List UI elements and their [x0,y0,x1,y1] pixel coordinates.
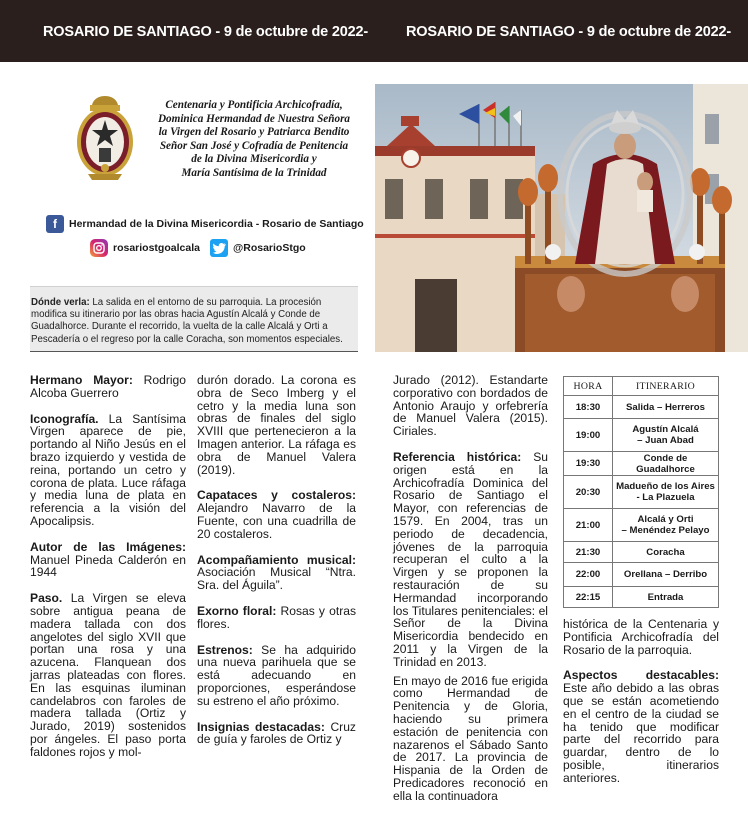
route-line: - La Plazuela [636,492,695,503]
mayor-text: Rodrigo Alcoba Guerrero [30,373,186,400]
column-3 [393,374,548,803]
route-line: Alcalá y Orti [637,514,694,525]
twitter-icon [210,239,228,257]
highlights-text: Este año debido a las obras que se están acometiendo en el centro de la ciudad se ha tenido que modificar parte del recorrido para guardar, dentro de lo posible, itinerarios anteriores. [563,681,719,785]
mayor-paragraph [30,374,186,400]
iconography-paragraph [30,413,186,528]
itinerary-hour: 22:15 [564,587,613,608]
route-line: – Menéndez Pelayo [621,525,710,536]
header-title-left: ROSARIO DE SANTIAGO - 9 de octubre de 2022- [43,24,368,40]
insignias-label: Insignias destacadas: [197,719,325,734]
iconography-text: La Santísima Virgen aparece de pie, portando al Niño Jesús en el brazo izquierdo y vestida de reina, portando un cetro y corona de plata. Luce ráfaga y media luna de plata en referencia a la visión del Apocalipsis. [30,411,186,528]
twitter-handle: @RosarioStgo [233,242,306,254]
premieres-label: Estrenos: [197,642,253,657]
music-label: Acompañamiento musical: [197,552,356,567]
brotherhood-line: de la Divina Misericordia y [191,153,317,166]
table-row [564,396,719,419]
itinerary-route [613,419,719,452]
itinerary-hour: 21:30 [564,542,613,563]
iconography-label: Iconografía. [30,411,99,426]
brotherhood-line: la Virgen del Rosario y Patriarca Bendito [158,126,350,139]
music-text: Asociación Musical “Ntra. Sra. del Águila”. [197,565,356,593]
route-line: Orellana – Derribo [623,569,708,580]
where-label: Dónde verla: [31,297,90,308]
header-title-right: ROSARIO DE SANTIAGO - 9 de octubre de 2022- [406,24,731,40]
highlights-label: Aspectos destacables: [563,668,719,683]
facebook-icon: f [46,215,64,233]
twitter-link[interactable] [210,239,306,257]
author-text: Manuel Pineda Calderón en 1944 [30,552,186,580]
itinerary-route [613,587,719,608]
history-label: Referencia histórica: [393,449,522,464]
history-continuation: histórica de la Centenaria y Pontificia Archicofradía del Rosario de la parroquia. [563,617,719,657]
column-4 [563,618,719,785]
itinerary-hour: 19:30 [564,452,613,476]
table-row [564,452,719,476]
music-paragraph [197,554,356,592]
itinerary-table [563,376,719,608]
insignias-paragraph [197,721,356,747]
paso-label: Paso. [30,591,63,606]
table-row [564,509,719,542]
route-line: Coracha [646,546,685,558]
itinerary-header-route: ITINERARIO [613,377,719,396]
itinerary-route [613,542,719,563]
instagram-link[interactable] [90,239,200,257]
brotherhood-title [143,99,365,181]
route-line: Salida – Herreros [626,401,705,413]
route-line: Madueño de los Aires [616,481,715,492]
mayor-label: Hermano Mayor: [30,373,133,387]
premieres-text: Se ha adquirido una nueva parihuela que se está adecuando en proporciones, esperándose su estreno el año próximo. [197,642,356,708]
itinerary-hour: 21:00 [564,509,613,542]
brotherhood-line: María Santísima de la Trinidad [181,166,327,179]
capataces-paragraph [197,489,356,540]
facebook-link[interactable] [46,215,364,233]
insignias-continuation: Jurado (2012). Estandarte corporativo con bordados de Antonio Araujo y orfebrería de Manuel Valera (2015). Ciriales. [393,373,548,439]
table-row [564,563,719,587]
instagram-icon [90,239,108,257]
procession-photo [375,84,748,352]
itinerary-hour: 22:00 [564,563,613,587]
itinerary-route [613,452,719,476]
history-paragraph-2: En mayo de 2016 fue erigida como Hermandad de Penitencia y de Gloria, haciendo su primera estación de penitencia con nazarenos el Sábado Santo de 2017. La provincia de Hispania de la Orden de Predicadores reconoció en ella la continuadora [393,673,548,803]
table-row [564,419,719,452]
column-1 [30,374,186,759]
insignias-text: Cruz de guía y faroles de Ortiz y [197,719,356,747]
author-label: Autor de las Imágenes: [30,539,186,554]
capataces-text: Alejandro Navarro de la Fuente, con una cuadrilla de 20 costaleros. [197,501,356,541]
itinerary-hour: 19:00 [564,419,613,452]
paso-paragraph [30,592,186,758]
where-to-see-box [30,286,358,352]
itinerary-header-hour: HORA [564,377,613,396]
itinerary-route [613,509,719,542]
history-text: Su origen está en la Archicofradía Dominica del Rosario de Santiago el Mayor, con referencias de 1579. En 2004, tras un periodo de decadencia, jóvenes de la parroquia recuperan el culto a la Virgen y se proponen la restauración de su Hermandad incorporando los Titulares penitenciales: el Señor de la Divina Misericordia bendecido en 2011 y la Virgen de la Trinidad en 2013. [393,449,549,669]
facebook-handle: Hermandad de la Divina Misericordia - Rosario de Santiago [69,218,364,230]
instagram-handle: rosariostgoalcala [113,242,200,254]
route-line: – Juan Abad [637,435,694,446]
route-line: Conde de Guadalhorce [636,452,695,475]
brotherhood-line: Dominica Hermandad de Nuestra Señora [157,112,351,125]
itinerary-route [613,563,719,587]
where-text: La salida en el entorno de su parroquia. La procesión modifica su itinerario por las obras hacia Agustín Alcalá y Conde de Guadalhorce. Durante el recorrido, la vuelta de la calle Alcalá y Orti a Pescadería o el regreso por la calle Coracha, son momentos especiales. [31,297,343,345]
paso-text: La Virgen se eleva sobre antigua peana de madera tallada con dos angelotes del siglo XVII que portan una rosa y una azucena. Flanquean dos jarras plateadas con flores. En las esquinas iluminan candelabros con faroles de madera tallada (Ortiz y Jurado, 2019) sostenidos por ángeles. El paso porta faldones rojos y mol- [30,591,186,759]
itinerary-hour: 18:30 [564,396,613,419]
table-row [564,587,719,608]
itinerary-route [613,396,719,419]
capataces-label: Capataces y costaleros: [197,488,356,503]
brotherhood-crest-icon [74,94,136,182]
table-row [564,476,719,509]
column-2 [197,374,356,746]
brotherhood-line: Centenaria y Pontificia Archicofradía, [165,99,343,111]
flowers-label: Exorno floral: [197,603,277,618]
route-line: Entrada [647,591,684,603]
itinerary-route [613,476,719,509]
itinerary-hour: 20:30 [564,476,613,509]
flowers-text: Rosas y otras flores. [197,603,356,631]
table-row [564,542,719,563]
brotherhood-line: Señor San José y Cofradía de Penitencia [159,139,349,152]
premieres-paragraph [197,644,356,708]
route-line: Agustín Alcalá [632,424,699,435]
author-paragraph [30,541,186,579]
paso-continuation: durón dorado. La corona es obra de Seco Imberg y el cetro y la media luna son obras de finales del siglo XVIII que pertenecieron a la Imagen anterior. La ráfaga es obra de Manuel Valera (2019). [197,373,356,477]
flowers-paragraph [197,605,356,631]
header-bar [0,0,748,62]
highlights-paragraph [563,669,719,784]
history-paragraph [393,451,548,669]
